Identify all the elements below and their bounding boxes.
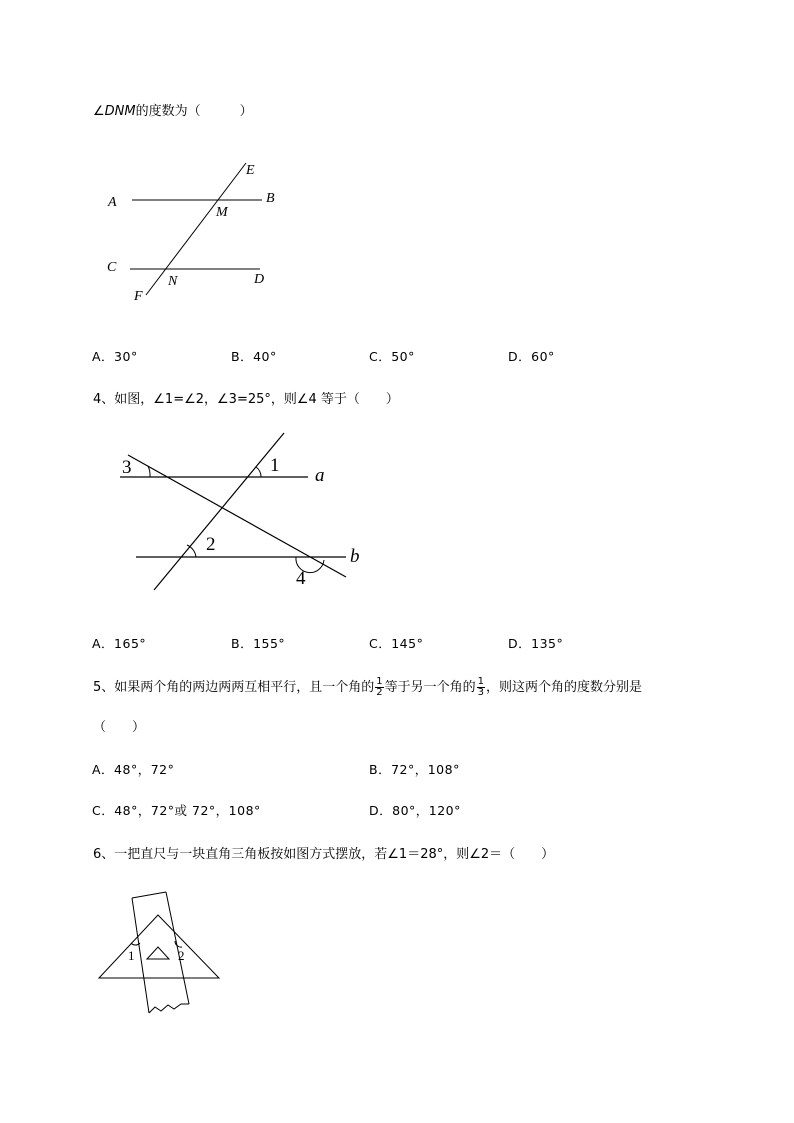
label-D: D [254, 272, 265, 287]
angle-3-label: 3 [122, 457, 132, 478]
q4-option-b[interactable]: B．155° [231, 636, 286, 651]
frac-half-den: 2 [376, 687, 383, 698]
q5-option-a[interactable]: A．48°，72° [92, 762, 175, 777]
label-F: F [134, 289, 143, 304]
q5-stem [93, 676, 642, 698]
label-M: M [216, 205, 228, 220]
frac-half-num: 1 [376, 676, 383, 687]
q6-stem: 6、一把直尺与一块直角三角板按如图方式摆放，若∠1＝28°，则∠2＝（ ） [93, 847, 555, 862]
fraction-third [477, 677, 485, 698]
q3-stem [93, 100, 253, 119]
q4-option-a[interactable]: A．165° [92, 636, 147, 651]
q5-option-b[interactable]: B．72°，108° [369, 762, 460, 777]
angle-symbol: ∠ [93, 104, 105, 119]
q4-figure [110, 425, 370, 595]
angle-1-label: 1 [128, 948, 135, 963]
q3-option-b[interactable]: B．40° [231, 349, 277, 364]
q3-option-c[interactable]: C．50° [369, 349, 415, 364]
q5-option-c[interactable]: C．48°，72°或 72°，108° [92, 803, 261, 818]
q5-stem-part1: 5、如果两个角的两边两两互相平行，且一个角的 [93, 680, 375, 695]
q5-stem-line2: （ ） [93, 720, 146, 735]
q4-stem: 4、如图，∠1=∠2，∠3=25°，则∠4 等于（ ） [93, 392, 399, 407]
angle-1-label: 1 [270, 455, 280, 476]
q6-figure [95, 888, 225, 1018]
angle-name: DNM [104, 104, 136, 119]
line-b-label: b [350, 546, 360, 567]
q3-option-a[interactable]: A．30° [92, 349, 138, 364]
label-E: E [246, 163, 255, 178]
q4-option-d[interactable]: D．135° [508, 636, 564, 651]
line-a-label: a [315, 465, 325, 486]
q3-option-d[interactable]: D．60° [508, 349, 555, 364]
label-A: A [108, 195, 117, 210]
q5-stem-part2: 等于另一个角的 [384, 680, 476, 695]
label-B: B [266, 191, 275, 206]
frac-third-den: 3 [477, 687, 485, 698]
q3-stem-text: 的度数为（ ） [135, 104, 253, 119]
label-C: C [107, 260, 117, 275]
angle-4-label: 4 [296, 568, 306, 589]
q4-option-c[interactable]: C．145° [369, 636, 424, 651]
fraction-half [375, 677, 383, 698]
q5-option-d[interactable]: D．80°，120° [369, 803, 461, 818]
label-N: N [168, 274, 178, 289]
angle-2-label: 2 [206, 534, 216, 555]
q5-stem-part3: ，则这两个角的度数分别是 [486, 680, 643, 695]
q3-figure [100, 155, 300, 310]
angle-2-label: 2 [178, 948, 185, 963]
frac-third-num: 1 [477, 676, 485, 687]
